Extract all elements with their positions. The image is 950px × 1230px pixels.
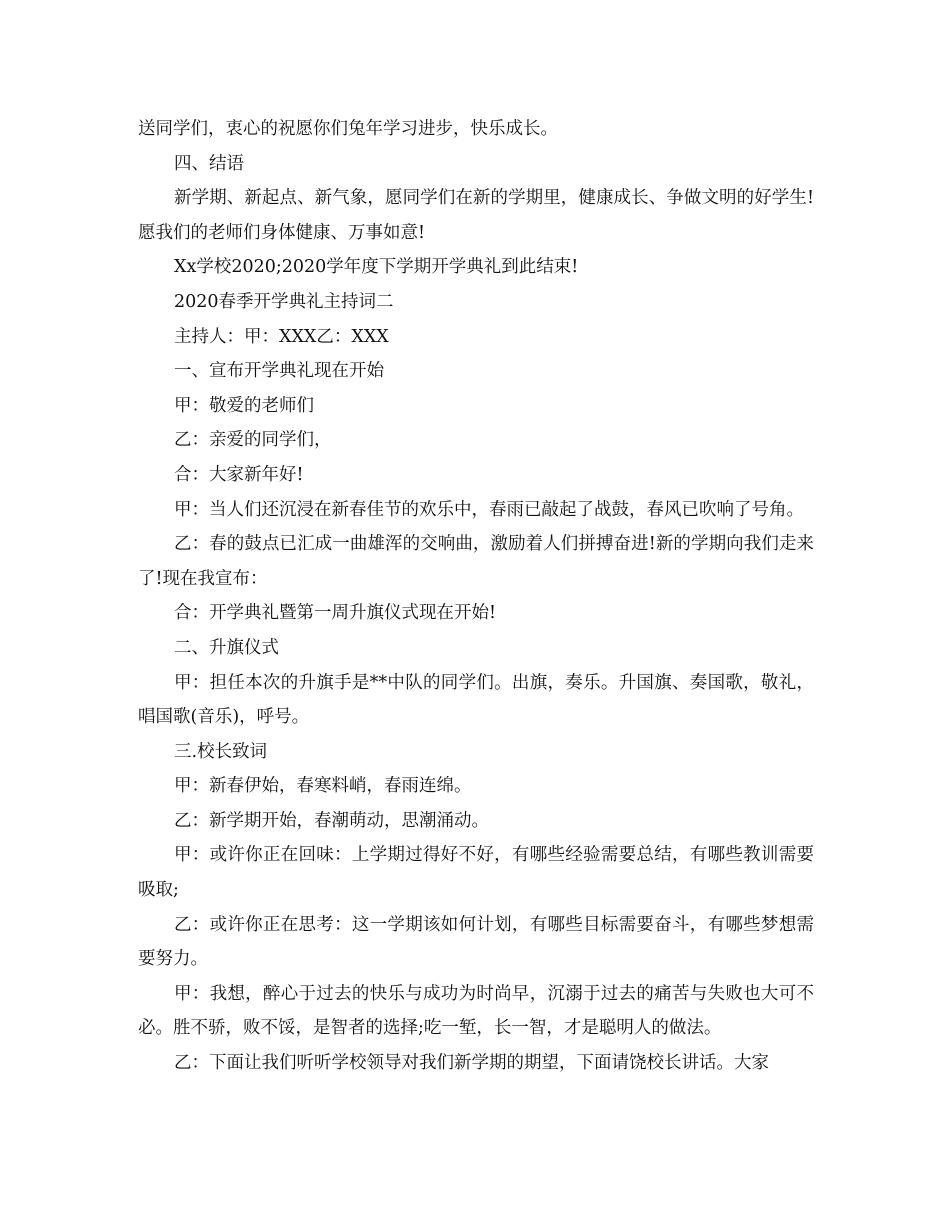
dialogue-line: 乙：亲爱的同学们， xyxy=(174,430,332,451)
dialogue-line: 甲：敬爱的老师们 xyxy=(174,395,314,416)
dialogue-line: 合：开学典礼暨第一周升旗仪式现在开始! xyxy=(174,603,497,624)
section-heading-1: 一、宣布开学典礼现在开始 xyxy=(174,361,384,382)
document-subtitle: 2020春季开学典礼主持词二 xyxy=(174,291,394,312)
section-heading-2: 二、升旗仪式 xyxy=(174,637,279,658)
paragraph-4: Xx学校2020;2020学年度下学期开学典礼到此结束! xyxy=(174,257,579,278)
dialogue-line: 乙：春的鼓点已汇成一曲雄浑的交响曲，激励着人们拼搏奋进!新的学期向我们走来了!现在我宣布： xyxy=(138,534,814,589)
dialogue-line: 乙：下面让我们听听学校领导对我们新学期的期望，下面请饶校长讲话。大家 xyxy=(174,1053,769,1074)
dialogue-line: 甲：新春伊始，春寒料峭，春雨连绵。 xyxy=(174,776,472,797)
paragraph-1: 送同学们，衷心的祝愿你们兔年学习进步，快乐成长。 xyxy=(138,119,558,139)
dialogue-line: 甲：担任本次的升旗手是**中队的同学们。出旗，奏乐。升国旗、奏国歌，敬礼，唱国歌(音乐)，呼号。 xyxy=(138,672,814,728)
section-heading-conclusion: 四、结语 xyxy=(174,153,244,174)
document-body xyxy=(138,112,814,1081)
section-heading-3: 三.校长致词 xyxy=(174,741,268,762)
dialogue-line: 乙：新学期开始，春潮萌动，思潮涌动。 xyxy=(174,810,489,831)
dialogue-line: 甲：或许你正在回味：上学期过得好不好，有哪些经验需要总结，有哪些教训需要吸取; xyxy=(138,845,814,901)
dialogue-line: 甲：当人们还沉浸在新春佳节的欢乐中，春雨已敲起了战鼓，春风已吹响了号角。 xyxy=(174,499,804,520)
hosts-line: 主持人：甲：XXX乙：XXX xyxy=(174,326,389,347)
dialogue-line: 乙：或许你正在思考：这一学期该如何计划，有哪些目标需要奋斗，有哪些梦想需要努力。 xyxy=(138,914,814,970)
paragraph-3: 新学期、新起点、新气象，愿同学们在新的学期里，健康成长、争做文明的好学生!愿我们的老师们身体健康、万事如意! xyxy=(138,188,814,243)
dialogue-line: 合：大家新年好! xyxy=(174,464,304,485)
dialogue-line: 甲：我想，醉心于过去的快乐与成功为时尚早，沉溺于过去的痛苦与失败也大可不必。胜不骄，败不馁，是智者的选择;吃一堑，长一智，才是聪明人的做法。 xyxy=(138,983,814,1039)
